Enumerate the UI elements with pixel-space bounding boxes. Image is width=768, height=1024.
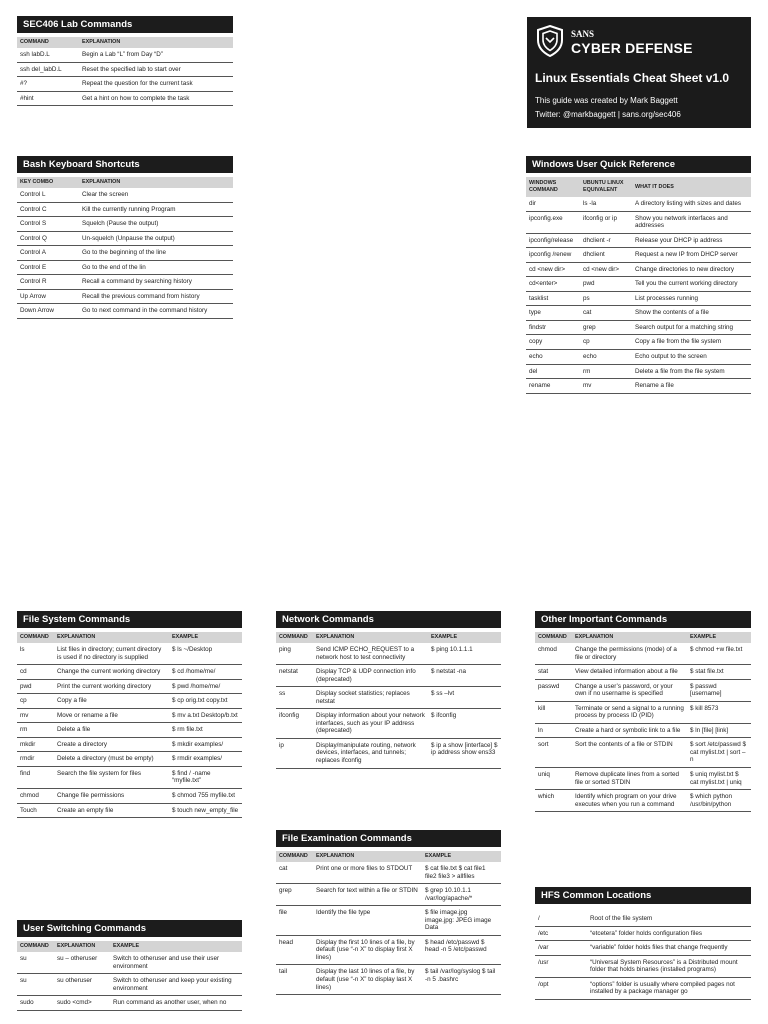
table-cell: sort bbox=[535, 738, 572, 768]
table-cell: tasklist bbox=[526, 291, 580, 306]
table-cell: Display information about your network interfaces, such as your IP address (deprecated) bbox=[313, 709, 428, 739]
table-cell: passwd bbox=[535, 679, 572, 701]
file-examination-table bbox=[276, 851, 501, 995]
column-header: COMMAND bbox=[17, 37, 79, 48]
table-cell: ssh del_labD.L bbox=[17, 62, 79, 77]
other-commands-table bbox=[535, 632, 751, 812]
column-header: WINDOWS COMMAND bbox=[526, 177, 580, 197]
table-cell: $ sort /etc/passwd $ cat mylist.txt | sort –n bbox=[687, 738, 751, 768]
table-cell: $ cd /home/me/ bbox=[169, 665, 242, 680]
table-row bbox=[526, 379, 751, 394]
hfs-locations-table bbox=[535, 912, 751, 1000]
section-title: HFS Common Locations bbox=[535, 887, 751, 904]
table-cell: ssh labD.L bbox=[17, 48, 79, 62]
table-cell: pwd bbox=[580, 277, 632, 292]
table-cell: uniq bbox=[535, 768, 572, 790]
table-row bbox=[276, 935, 501, 965]
section-title: Network Commands bbox=[276, 611, 501, 628]
table-cell: / bbox=[535, 912, 587, 926]
table-cell: Show you network interfaces and addresses bbox=[632, 211, 751, 233]
table-cell: ipconfig.exe bbox=[526, 211, 580, 233]
table-cell: cd<enter> bbox=[526, 277, 580, 292]
table-row bbox=[276, 906, 501, 936]
sans-shield-icon bbox=[536, 25, 564, 57]
table-cell: Control R bbox=[17, 275, 79, 290]
table-cell: rename bbox=[526, 379, 580, 394]
table-cell: #? bbox=[17, 77, 79, 92]
table-row bbox=[276, 687, 501, 709]
table-cell: Control L bbox=[17, 188, 79, 202]
table-cell: Control E bbox=[17, 260, 79, 275]
file-system-section bbox=[17, 611, 242, 818]
other-commands-section bbox=[535, 611, 751, 812]
table-cell: Begin a Lab “L” from Day “D” bbox=[79, 48, 233, 62]
table-cell: Squelch (Pause the output) bbox=[79, 217, 233, 232]
table-cell: Clear the screen bbox=[79, 188, 233, 202]
table-row bbox=[17, 737, 242, 752]
table-cell: Terminate or send a signal to a running process by process ID (PID) bbox=[572, 701, 687, 723]
table-cell: cp bbox=[17, 694, 54, 709]
table-cell: “Universal System Resources” is a Distributed mount folder that holds binaries (installed programs) bbox=[587, 955, 751, 977]
table-cell: Delete a file bbox=[54, 723, 169, 738]
lab-commands-section bbox=[17, 16, 233, 106]
table-cell: Display socket statistics; replaces netstat bbox=[313, 687, 428, 709]
table-row bbox=[17, 694, 242, 709]
table-cell: /opt bbox=[535, 977, 587, 999]
column-header: COMMAND bbox=[17, 632, 54, 643]
table-cell: $ stat file.txt bbox=[687, 665, 751, 680]
column-header: EXAMPLE bbox=[422, 851, 501, 862]
table-cell: mkdir bbox=[17, 737, 54, 752]
table-row bbox=[17, 679, 242, 694]
table-row bbox=[17, 304, 233, 319]
table-row bbox=[17, 723, 242, 738]
table-row bbox=[526, 262, 751, 277]
table-cell: Display/manipulate routing, network devices, interfaces, and tunnels; replaces ifconfig bbox=[313, 738, 428, 768]
table-cell: $ head /etc/passwd $ head -n 5 /etc/passwd bbox=[422, 935, 501, 965]
column-header: WHAT IT DOES bbox=[632, 177, 751, 197]
table-cell: Control A bbox=[17, 246, 79, 261]
table-cell: cd <new dir> bbox=[526, 262, 580, 277]
table-cell: cd <new dir> bbox=[580, 262, 632, 277]
table-cell: Control S bbox=[17, 217, 79, 232]
cheat-sheet-title: Linux Essentials Cheat Sheet v1.0 bbox=[535, 71, 730, 85]
network-table bbox=[276, 632, 501, 769]
table-row bbox=[526, 248, 751, 263]
table-row bbox=[17, 665, 242, 680]
table-row bbox=[535, 977, 751, 999]
table-cell: mv bbox=[580, 379, 632, 394]
table-cell: Change file permissions bbox=[54, 789, 169, 804]
table-row bbox=[526, 320, 751, 335]
table-row bbox=[17, 246, 233, 261]
table-cell: Show the contents of a file bbox=[632, 306, 751, 321]
section-title: SEC406 Lab Commands bbox=[17, 16, 233, 33]
table-cell: Send ICMP ECHO_REQUEST to a network host to test connectivity bbox=[313, 643, 428, 665]
table-cell: Copy a file bbox=[54, 694, 169, 709]
table-cell: $ touch new_empty_file bbox=[169, 803, 242, 818]
table-header-row bbox=[17, 177, 233, 188]
table-cell: Display the first 10 lines of a file, by default (use “-n X” to display first X lines) bbox=[313, 935, 422, 965]
table-cell: cd bbox=[17, 665, 54, 680]
section-title: Bash Keyboard Shortcuts bbox=[17, 156, 233, 173]
table-cell: Up Arrow bbox=[17, 289, 79, 304]
table-row bbox=[535, 926, 751, 941]
table-cell: $ ls ~/Desktop bbox=[169, 643, 242, 665]
table-cell: $ find / -name “myfile.txt” bbox=[169, 766, 242, 788]
column-header: EXAMPLE bbox=[110, 941, 242, 952]
table-cell: Delete a file from the file system bbox=[632, 364, 751, 379]
hfs-locations-section bbox=[535, 887, 751, 1000]
table-row bbox=[535, 701, 751, 723]
table-cell: $ mv a.txt Desktop/b.txt bbox=[169, 708, 242, 723]
user-switching-table bbox=[17, 941, 242, 1011]
table-row bbox=[17, 789, 242, 804]
table-row bbox=[276, 665, 501, 687]
table-cell: List files in directory; current directory is used if no directory is supplied bbox=[54, 643, 169, 665]
column-header: EXPLANATION bbox=[54, 632, 169, 643]
table-row bbox=[535, 790, 751, 812]
table-cell: dir bbox=[526, 197, 580, 211]
table-header-row bbox=[535, 632, 751, 643]
table-cell: “etcetera” folder holds configuration files bbox=[587, 926, 751, 941]
column-header: UBUNTU LINUX EQUIVALENT bbox=[580, 177, 632, 197]
table-cell: ls -la bbox=[580, 197, 632, 211]
table-row bbox=[17, 974, 242, 996]
table-row bbox=[526, 277, 751, 292]
user-switching-section bbox=[17, 920, 242, 1011]
table-cell: Change directories to new directory bbox=[632, 262, 751, 277]
table-cell: Release your DHCP ip address bbox=[632, 233, 751, 248]
table-cell: file bbox=[276, 906, 313, 936]
table-cell: tail bbox=[276, 965, 313, 995]
table-cell: #hint bbox=[17, 91, 79, 106]
table-header-row bbox=[276, 632, 501, 643]
table-row bbox=[535, 768, 751, 790]
table-header-row bbox=[526, 177, 751, 197]
column-header: COMMAND bbox=[276, 851, 313, 862]
table-cell: Tell you the current working directory bbox=[632, 277, 751, 292]
table-cell: Search for text within a file or STDIN bbox=[313, 884, 422, 906]
table-cell: ping bbox=[276, 643, 313, 665]
column-header: EXPLANATION bbox=[313, 632, 428, 643]
table-row bbox=[17, 77, 233, 92]
table-row bbox=[17, 766, 242, 788]
table-cell: sudo bbox=[17, 996, 54, 1011]
table-cell: $ cp orig.txt copy.txt bbox=[169, 694, 242, 709]
table-cell: grep bbox=[580, 320, 632, 335]
table-cell: $ rm file.txt bbox=[169, 723, 242, 738]
table-row bbox=[17, 643, 242, 665]
bash-shortcuts-table bbox=[17, 177, 233, 319]
table-cell: type bbox=[526, 306, 580, 321]
windows-reference-table bbox=[526, 177, 751, 394]
bash-shortcuts-section bbox=[17, 156, 233, 319]
table-cell: Delete a directory (must be empty) bbox=[54, 752, 169, 767]
table-cell: ip bbox=[276, 738, 313, 768]
table-cell: $ which python /usr/bin/python bbox=[687, 790, 751, 812]
table-cell: Run command as another user, when no bbox=[110, 996, 242, 1011]
table-header-row bbox=[17, 941, 242, 952]
table-cell: mv bbox=[17, 708, 54, 723]
table-cell: grep bbox=[276, 884, 313, 906]
table-cell: rm bbox=[17, 723, 54, 738]
table-cell: $ netstat -na bbox=[428, 665, 501, 687]
column-header: EXPLANATION bbox=[79, 177, 233, 188]
table-row bbox=[535, 643, 751, 665]
table-cell: $ ping 10.1.1.1 bbox=[428, 643, 501, 665]
table-cell: Search output for a matching string bbox=[632, 320, 751, 335]
column-header: EXPLANATION bbox=[572, 632, 687, 643]
table-cell: $ pwd /home/me/ bbox=[169, 679, 242, 694]
table-cell: Echo output to the screen bbox=[632, 350, 751, 365]
table-cell: echo bbox=[580, 350, 632, 365]
table-cell: which bbox=[535, 790, 572, 812]
table-cell: Down Arrow bbox=[17, 304, 79, 319]
table-header-row bbox=[17, 37, 233, 48]
table-cell: Remove duplicate lines from a sorted file or sorted STDIN bbox=[572, 768, 687, 790]
table-row bbox=[276, 965, 501, 995]
table-cell: /etc bbox=[535, 926, 587, 941]
table-row bbox=[17, 289, 233, 304]
table-cell: sudo <cmd> bbox=[54, 996, 110, 1011]
table-cell: Change the current working directory bbox=[54, 665, 169, 680]
sans-cyber-defense-banner bbox=[527, 17, 751, 128]
table-row bbox=[276, 643, 501, 665]
table-row bbox=[17, 217, 233, 232]
section-title: User Switching Commands bbox=[17, 920, 242, 937]
table-cell: Kill the currently running Program bbox=[79, 202, 233, 217]
table-row bbox=[526, 335, 751, 350]
table-cell: Display the last 10 lines of a file, by default (use “-n X” to display last X lines) bbox=[313, 965, 422, 995]
column-header: EXPLANATION bbox=[313, 851, 422, 862]
table-cell: cp bbox=[580, 335, 632, 350]
network-section bbox=[276, 611, 501, 769]
table-cell: rm bbox=[580, 364, 632, 379]
section-title: Other Important Commands bbox=[535, 611, 751, 628]
table-cell: Create an empty file bbox=[54, 803, 169, 818]
table-row bbox=[526, 291, 751, 306]
table-cell: pwd bbox=[17, 679, 54, 694]
table-cell: $ kill 8573 bbox=[687, 701, 751, 723]
sans-wordmark: SANS bbox=[571, 29, 595, 39]
table-cell: Change the permissions (mode) of a file or directory bbox=[572, 643, 687, 665]
table-row bbox=[17, 188, 233, 202]
table-cell: Print the current working directory bbox=[54, 679, 169, 694]
column-header: COMMAND bbox=[535, 632, 572, 643]
lab-commands-table bbox=[17, 37, 233, 106]
table-cell: dhclient bbox=[580, 248, 632, 263]
table-row bbox=[17, 260, 233, 275]
table-cell: $ mkdir examples/ bbox=[169, 737, 242, 752]
table-cell: ps bbox=[580, 291, 632, 306]
table-cell: Print one or more files to STDOUT bbox=[313, 862, 422, 884]
table-cell: Go to the end of the lin bbox=[79, 260, 233, 275]
table-cell: Recall the previous command from history bbox=[79, 289, 233, 304]
table-cell: ln bbox=[535, 723, 572, 738]
table-cell: echo bbox=[526, 350, 580, 365]
table-cell: stat bbox=[535, 665, 572, 680]
cyber-defense-wordmark: CYBER DEFENSE bbox=[571, 40, 693, 56]
column-header: EXAMPLE bbox=[687, 632, 751, 643]
table-cell: su bbox=[17, 974, 54, 996]
table-cell: Un-squelch (Unpause the output) bbox=[79, 231, 233, 246]
table-row bbox=[17, 708, 242, 723]
table-cell: $ ip a show [interface] $ ip address show ens33 bbox=[428, 738, 501, 768]
column-header: EXPLANATION bbox=[54, 941, 110, 952]
table-cell: find bbox=[17, 766, 54, 788]
column-header: EXPLANATION bbox=[79, 37, 233, 48]
table-cell: ipconfig/release bbox=[526, 233, 580, 248]
table-row bbox=[526, 350, 751, 365]
table-row bbox=[526, 211, 751, 233]
table-cell: su – otheruser bbox=[54, 952, 110, 974]
table-cell: Rename a file bbox=[632, 379, 751, 394]
table-cell: Identify which program on your drive executes when you run a command bbox=[572, 790, 687, 812]
table-cell: Repeat the question for the current task bbox=[79, 77, 233, 92]
table-cell: Search the file system for files bbox=[54, 766, 169, 788]
table-cell: ss bbox=[276, 687, 313, 709]
table-cell: Sort the contents of a file or STDIN bbox=[572, 738, 687, 768]
table-cell: Get a hint on how to complete the task bbox=[79, 91, 233, 106]
table-cell: netstat bbox=[276, 665, 313, 687]
table-row bbox=[526, 306, 751, 321]
table-cell: Control C bbox=[17, 202, 79, 217]
table-row bbox=[526, 197, 751, 211]
author-line: This guide was created by Mark Baggett bbox=[535, 96, 678, 105]
table-row bbox=[17, 952, 242, 974]
table-cell: $ rmdir examples/ bbox=[169, 752, 242, 767]
table-row bbox=[276, 884, 501, 906]
column-header: COMMAND bbox=[276, 632, 313, 643]
table-row bbox=[17, 803, 242, 818]
windows-reference-section bbox=[526, 156, 751, 394]
table-cell: $ tail /var/log/syslog $ tail -n 5 .bashrc bbox=[422, 965, 501, 995]
table-cell: Recall a command by searching history bbox=[79, 275, 233, 290]
table-cell: Switch to otheruser and keep your existing environment bbox=[110, 974, 242, 996]
file-system-table bbox=[17, 632, 242, 818]
table-cell: Move or rename a file bbox=[54, 708, 169, 723]
table-cell: Identify the file type bbox=[313, 906, 422, 936]
table-row bbox=[17, 275, 233, 290]
table-row bbox=[535, 679, 751, 701]
table-cell: head bbox=[276, 935, 313, 965]
table-cell: kill bbox=[535, 701, 572, 723]
table-cell: ipconfig /renew bbox=[526, 248, 580, 263]
table-row bbox=[276, 738, 501, 768]
table-cell: chmod bbox=[535, 643, 572, 665]
table-cell: /usr bbox=[535, 955, 587, 977]
table-cell: Request a new IP from DHCP server bbox=[632, 248, 751, 263]
table-row bbox=[17, 62, 233, 77]
table-cell: Root of the file system bbox=[587, 912, 751, 926]
section-title: Windows User Quick Reference bbox=[526, 156, 751, 173]
table-row bbox=[535, 723, 751, 738]
table-cell: $ ln [file] [link] bbox=[687, 723, 751, 738]
table-cell: $ uniq mylist.txt $ cat mylist.txt | uniq bbox=[687, 768, 751, 790]
table-row bbox=[276, 862, 501, 884]
table-row bbox=[535, 665, 751, 680]
table-cell: ifconfig bbox=[276, 709, 313, 739]
table-cell: “options” folder is usually where compiled pages not installed by a package manager go bbox=[587, 977, 751, 999]
table-row bbox=[276, 709, 501, 739]
table-cell: su bbox=[17, 952, 54, 974]
table-cell: $ ss –lvt bbox=[428, 687, 501, 709]
table-cell: cat bbox=[580, 306, 632, 321]
table-cell: ls bbox=[17, 643, 54, 665]
table-row bbox=[17, 996, 242, 1011]
table-cell: Copy a file from the file system bbox=[632, 335, 751, 350]
table-cell: List processes running bbox=[632, 291, 751, 306]
table-cell: Create a hard or symbolic link to a file bbox=[572, 723, 687, 738]
table-cell: $ chmod 755 myfile.txt bbox=[169, 789, 242, 804]
table-cell: del bbox=[526, 364, 580, 379]
table-row bbox=[535, 738, 751, 768]
table-header-row bbox=[17, 632, 242, 643]
column-header: KEY COMBO bbox=[17, 177, 79, 188]
table-cell: “variable” folder holds files that change frequently bbox=[587, 941, 751, 956]
table-cell: Change a user’s password, or your own if no username is specified bbox=[572, 679, 687, 701]
table-cell: $ passwd [username] bbox=[687, 679, 751, 701]
table-cell: Go to the beginning of the line bbox=[79, 246, 233, 261]
table-row bbox=[526, 364, 751, 379]
table-cell: $ cat file.txt $ cat file1 file2 file3 > allfiles bbox=[422, 862, 501, 884]
table-row bbox=[17, 202, 233, 217]
table-row bbox=[535, 941, 751, 956]
column-header: EXAMPLE bbox=[428, 632, 501, 643]
table-cell: dhclient -r bbox=[580, 233, 632, 248]
table-cell: Reset the specified lab to start over bbox=[79, 62, 233, 77]
column-header: EXAMPLE bbox=[169, 632, 242, 643]
file-examination-section bbox=[276, 830, 501, 995]
table-cell: Touch bbox=[17, 803, 54, 818]
table-header-row bbox=[276, 851, 501, 862]
table-cell: View detailed information about a file bbox=[572, 665, 687, 680]
table-cell: Create a directory bbox=[54, 737, 169, 752]
table-row bbox=[526, 233, 751, 248]
table-cell: Control Q bbox=[17, 231, 79, 246]
contact-line: Twitter: @markbaggett | sans.org/sec406 bbox=[535, 110, 681, 119]
table-cell: findstr bbox=[526, 320, 580, 335]
table-cell: ifconfig or ip bbox=[580, 211, 632, 233]
table-row bbox=[17, 91, 233, 106]
table-cell: su otheruser bbox=[54, 974, 110, 996]
table-cell: $ file image.jpg image.jpg: JPEG image Data bbox=[422, 906, 501, 936]
table-row bbox=[17, 48, 233, 62]
table-cell: chmod bbox=[17, 789, 54, 804]
table-cell: cat bbox=[276, 862, 313, 884]
table-row bbox=[17, 231, 233, 246]
table-cell: Display TCP & UDP connection info (deprecated) bbox=[313, 665, 428, 687]
table-cell: copy bbox=[526, 335, 580, 350]
table-cell: rmdir bbox=[17, 752, 54, 767]
table-row bbox=[535, 912, 751, 926]
table-row bbox=[17, 752, 242, 767]
table-cell: Switch to otheruser and use their user environment bbox=[110, 952, 242, 974]
table-row bbox=[535, 955, 751, 977]
table-cell: $ chmod +w file.txt bbox=[687, 643, 751, 665]
section-title: File System Commands bbox=[17, 611, 242, 628]
table-cell: $ grep 10.10.1.1 /var/log/apache/* bbox=[422, 884, 501, 906]
section-title: File Examination Commands bbox=[276, 830, 501, 847]
table-cell: $ ifconfig bbox=[428, 709, 501, 739]
column-header: COMMAND bbox=[17, 941, 54, 952]
table-cell: A directory listing with sizes and dates bbox=[632, 197, 751, 211]
table-cell: /var bbox=[535, 941, 587, 956]
table-cell: Go to next command in the command history bbox=[79, 304, 233, 319]
